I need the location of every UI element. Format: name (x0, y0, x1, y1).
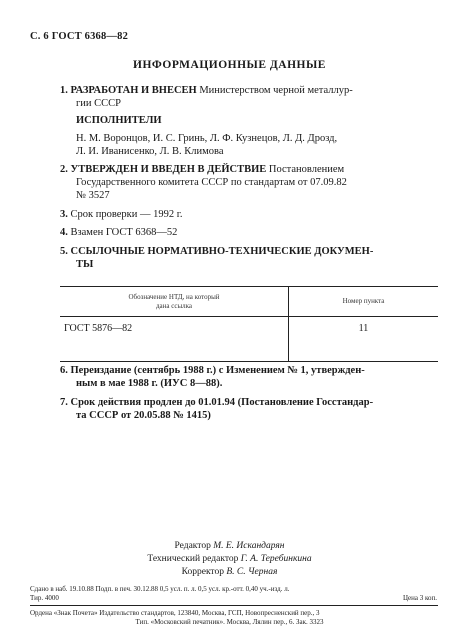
section-7-number: 7. (60, 397, 68, 408)
table-header-point: Номер пункта (289, 287, 439, 317)
editor-role: Редактор (174, 541, 211, 551)
section-7 (60, 396, 373, 409)
section-3-number: 3. (60, 209, 68, 220)
section-2 (60, 163, 344, 176)
reference-documents-table (60, 286, 438, 362)
section-1 (60, 84, 353, 97)
table-header-document-line-1: Обозначение НТД, на который (128, 292, 220, 301)
section-7-text-cont: та СССР от 20.05.88 № 1415) (76, 410, 211, 421)
executors-line-2: Л. И. Иванисенко, Л. В. Климова (76, 146, 224, 157)
section-4 (60, 226, 177, 239)
section-4-number: 4. (60, 227, 68, 238)
section-2-text-cont: Государственного комитета СССР по стандартам от 07.09.82 (76, 177, 347, 188)
table-cell-document: ГОСТ 5876—82 (60, 317, 289, 362)
imprint-price: Цена 3 коп. (402, 594, 437, 602)
section-5 (60, 245, 373, 258)
section-5-number: 5. (60, 246, 68, 257)
section-4-text: Взамен ГОСТ 6368—52 (70, 227, 178, 238)
section-5-heading: ССЫЛОЧНЫЕ НОРМАТИВНО-ТЕХНИЧЕСКИЕ ДОКУМЕН- (70, 246, 374, 257)
section-3 (60, 208, 183, 221)
section-6 (60, 364, 365, 377)
table-row (60, 317, 438, 362)
corrector-name: В. С. Черная (226, 567, 278, 577)
imprint-print-run: Тир. 4000 (30, 594, 59, 602)
table-header-document-line-2: дана ссылка (155, 301, 193, 310)
page-header: С. 6 ГОСТ 6368—82 (30, 31, 129, 42)
corrector-line (0, 566, 459, 579)
imprint-line-3: Ордена «Знак Почета» Издательство стандартов, 123840, Москва, ГСП, Новопресненский пер., 3 (30, 609, 320, 617)
tech-editor-line (0, 553, 459, 566)
section-3-text: Срок проверки — 1992 г. (70, 209, 183, 220)
section-2-heading: УТВЕРЖДЕН И ВВЕДЕН В ДЕЙСТВИЕ (70, 164, 267, 175)
section-5-heading-cont: ТЫ (76, 259, 94, 270)
table-header-row (60, 287, 438, 317)
imprint-line-1: Сдано в наб. 19.10.88 Подп. в печ. 30.12.88 0,5 усл. п. л. 0,5 усл. кр.-отт. 0,40 уч.-изд. л. (30, 585, 290, 593)
corrector-role: Корректор (181, 567, 224, 577)
section-2-text: Постановлением (268, 164, 345, 175)
section-1-number: 1. (60, 85, 68, 96)
section-1-text-cont: гии СССР (76, 98, 122, 109)
section-2-number: 2. (60, 164, 68, 175)
table-header-document (60, 287, 289, 317)
section-2-decree-number: № 3527 (76, 190, 110, 201)
section-6-text-cont: ным в мае 1988 г. (ИУС 8—88). (76, 378, 223, 389)
executors-line-1: Н. М. Воронцов, И. С. Гринь, Л. Ф. Кузнецов, Л. Д. Дрозд, (76, 133, 338, 144)
imprint-line-4: Тип. «Московский печатник». Москва, Лялин пер., 6. Зак. 3323 (135, 618, 324, 626)
document-title: ИНФОРМАЦИОННЫЕ ДАННЫЕ (133, 59, 326, 71)
table-cell-point: 11 (289, 317, 439, 362)
editor-name: М. Е. Искандарян (213, 541, 285, 551)
section-6-text: Переиздание (сентябрь 1988 г.) с Изменением № 1, утвержден- (70, 365, 365, 376)
section-6-number: 6. (60, 365, 68, 376)
executors-heading: ИСПОЛНИТЕЛИ (76, 115, 162, 126)
tech-editor-name: Г. А. Теребинкина (240, 554, 312, 564)
section-1-heading: РАЗРАБОТАН И ВНЕСЕН (70, 85, 197, 96)
imprint-divider (30, 605, 438, 606)
section-1-text: Министерством черной металлур- (199, 85, 353, 96)
tech-editor-role: Технический редактор (147, 554, 239, 564)
editor-line (0, 540, 459, 553)
section-7-text: Срок действия продлен до 01.01.94 (Постановление Госстандар- (70, 397, 374, 408)
